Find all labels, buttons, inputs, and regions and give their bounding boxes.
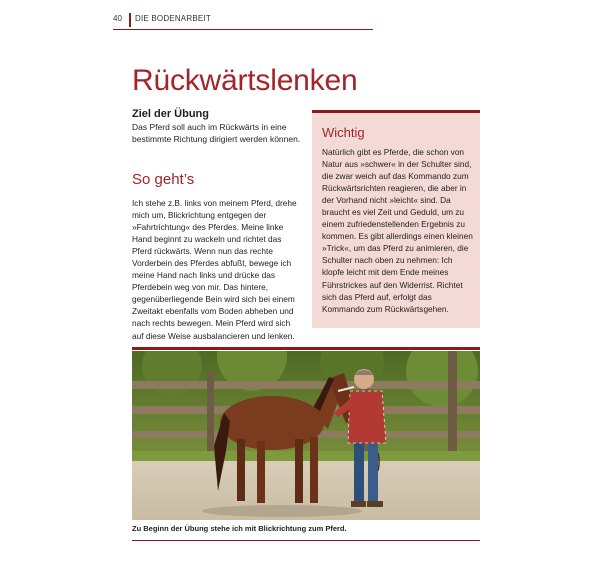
howto-text: Ich stehe z.B. links von meinem Pferd, drehe mich um, Blickrichtung entgegen der »Fahrtrichtung« des Pferdes. Meine linke Hand beginnt zu wackeln und richtet das Pferd rückwärts. Wenn nun das rechte Vorderbein des Pferdes abfußt, bewege ich meine Hand nach links und drücke das Pferdebein weg von mir. Das hintere, gegenüberliegende Bein wird sich bei einem Zweitakt ebenfalls vom Boden abheben und nach rechts bewegen. Mein Pferd wird sich auf diese Weise ausbalancieren und lenken.	[132, 198, 297, 341]
running-header	[113, 13, 373, 31]
section-title: DIE BODENARBEIT	[135, 14, 211, 23]
goal-heading: Ziel der Übung	[132, 108, 209, 120]
horse-photo	[132, 351, 480, 520]
howto-heading: So geht’s	[132, 171, 195, 188]
page-title: Rückwärtslenken	[132, 64, 358, 97]
photo-caption: Zu Beginn der Übung stehe ich mit Blickrichtung zum Pferd.	[132, 524, 347, 533]
header-divider	[129, 13, 131, 27]
page-number: 40	[113, 14, 122, 23]
important-box	[312, 110, 480, 328]
caption-rule	[132, 540, 480, 541]
header-rule	[113, 29, 373, 30]
important-heading: Wichtig	[322, 125, 365, 140]
important-text: Natürlich gibt es Pferde, die schon von Natur aus »schwer« in der Schulter sind, die zwar weich auf das Kommando zum Rückwärtsrichten reagieren, die aber in der Vorhand nicht »leicht« sind. Da braucht es viel Zeit und Geduld, um zu einem zufriedenstellenden Ergebnis zu kommen. Es gibt allerdings einen kleinen »Trick«, um das Pferd zu animieren, die Schulter nach oben zu nehmen: Ich klopfe leicht mit dem Ende meines Führstrickes auf den Widerrist. Richtet sich das Pferd auf, erfolgt das Kommando zum Rückwärtsgehen.	[322, 147, 473, 314]
goal-text: Das Pferd soll auch im Rückwärts in eine bestimmte Richtung dirigiert werden können.	[132, 122, 301, 144]
photo-rule	[132, 347, 480, 350]
